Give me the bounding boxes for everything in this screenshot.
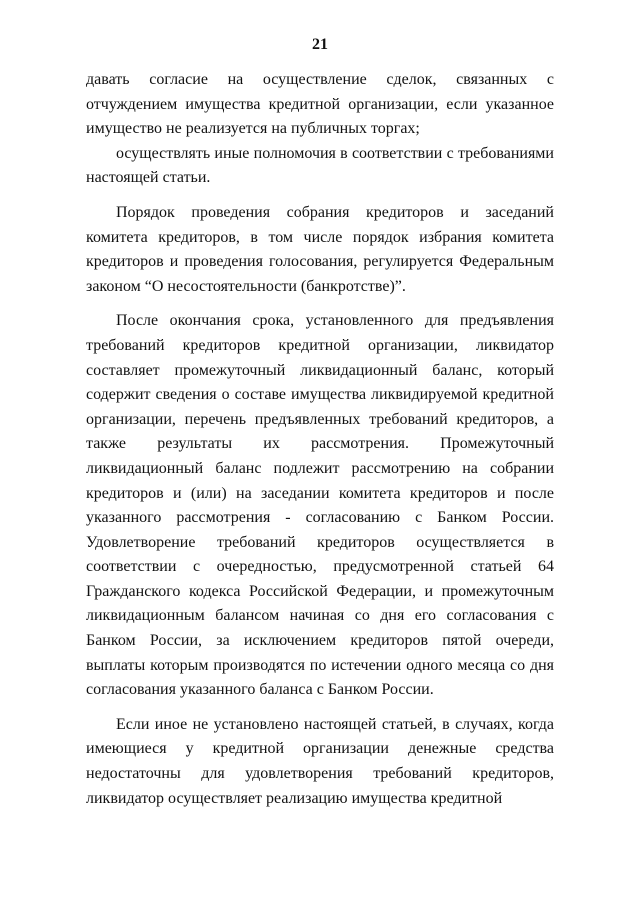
paragraph-5: Если иное не установлено настоящей статьей, в случаях, когда имеющиеся у кредитной организации денежные средства недостаточны для удовлетворения требований кредиторов, ликвидатор осуществляет реализацию имущества кредитной	[86, 715, 554, 807]
body-text	[86, 68, 554, 811]
paragraph-2: осуществлять иные полномочия в соответствии с требованиями настоящей статьи.	[86, 144, 554, 187]
page-number: 21	[312, 36, 328, 53]
paragraph-1: давать согласие на осуществление сделок, связанных с отчуждением имущества кредитной организации, если указанное имущество не реализуется на публичных торгах;	[86, 71, 554, 138]
paragraph-3: Порядок проведения собрания кредиторов и заседаний комитета кредиторов, в том числе порядок избрания комитета кредиторов и проведения голосования, регулируется Федеральным законом “О несостоятельности (банкротстве)”.	[86, 203, 554, 295]
paragraph-4: После окончания срока, установленного для предъявления требований кредиторов кредитной организации, ликвидатор составляет промежуточный ликвидационный баланс, который содержит сведения о составе имущества ликвидируемой кредитной организации, перечень предъявленных требований кредиторов, а также результаты их рассмотрения. Промежуточный ликвидационный баланс подлежит рассмотрению на собрании кредиторов и (или) на заседании комитета кредиторов и после указанного рассмотрения - согласованию с Банком России. Удовлетворение требований кредиторов осуществляется в соответствии с очередностью, предусмотренной статьей 64 Гражданского кодекса Российской Федерации, и промежуточным ликвидационным балансом начиная со дня его согласования с Банком России, за исключением кредиторов пятой очереди, выплаты которым производятся по истечении одного месяца со дня согласования указанного баланса с Банком России.	[86, 312, 554, 699]
